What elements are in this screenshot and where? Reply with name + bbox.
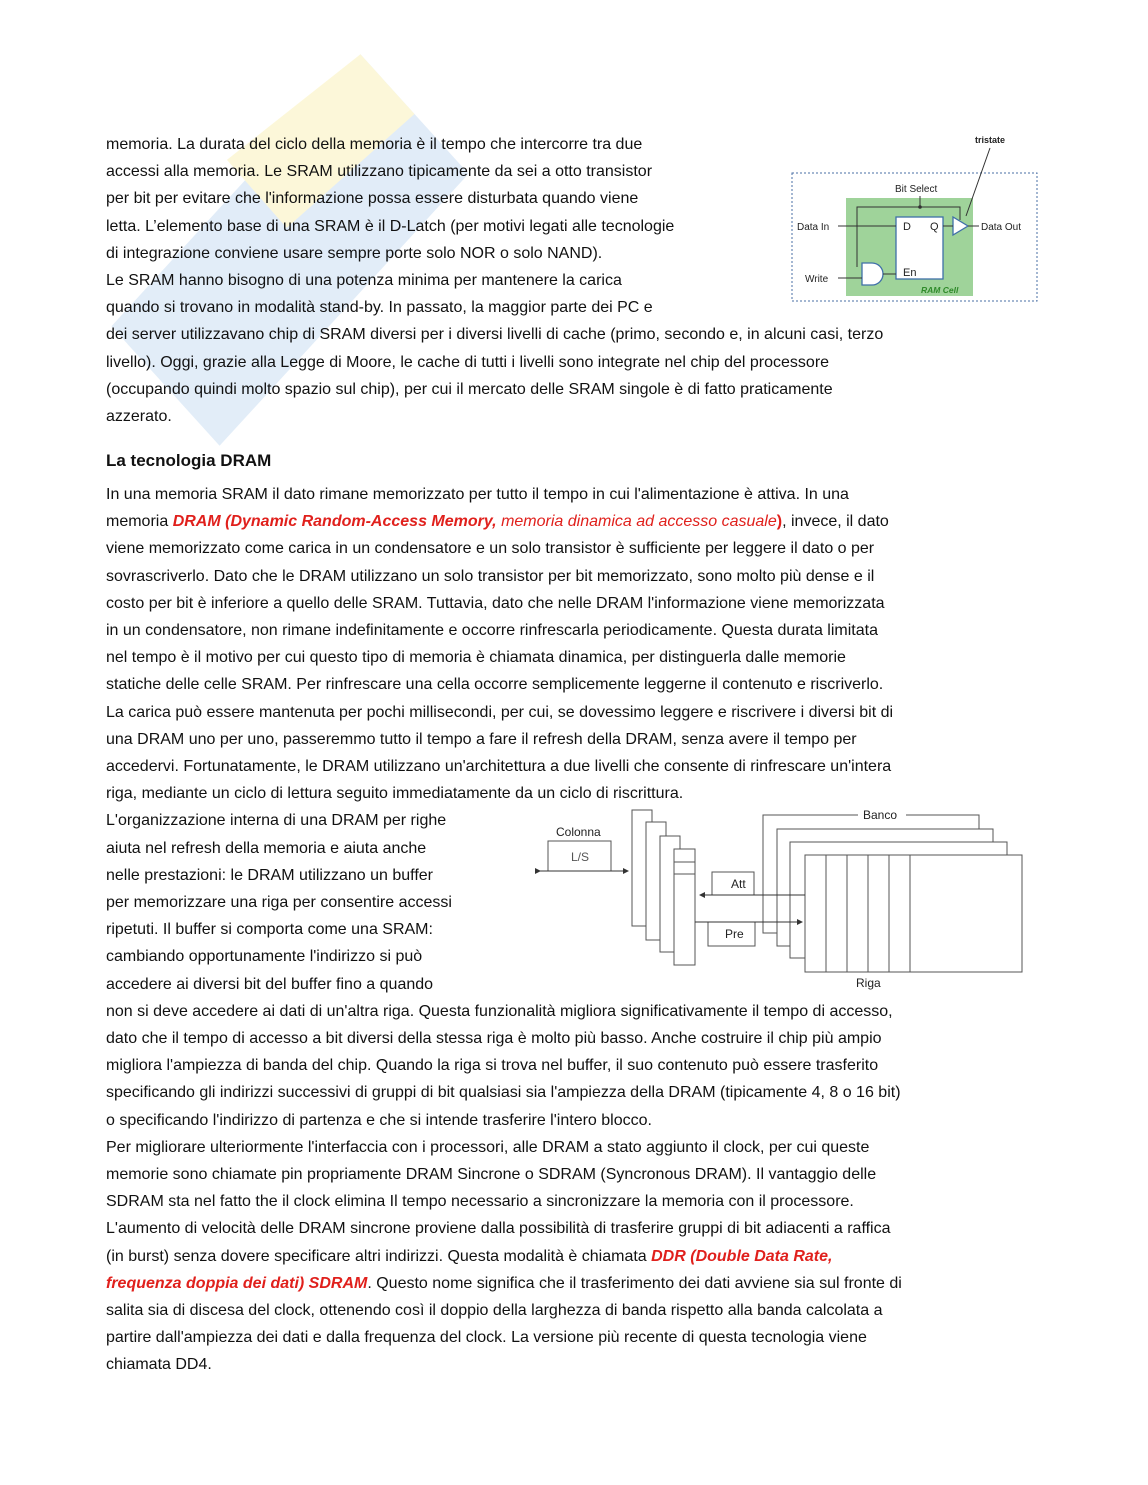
text-segment: costo per bit è inferiore a quello delle SRAM. Tuttavia, dato che nelle DRAM l'informazione viene memorizzata	[106, 594, 885, 612]
text-line	[106, 974, 433, 996]
text-segment: letta. L’elemento base di una SRAM è il D-Latch (per motivi legati alle tecnologie	[106, 217, 675, 235]
text-line	[106, 729, 857, 751]
highlighted-term: DDR (Double Data Rate,	[651, 1247, 833, 1265]
text-segment: (in burst) senza dovere specificare altri indirizzi. Questa modalità è chiamata	[106, 1247, 652, 1265]
text-segment: specificando gli indirizzi successivi di gruppi di bit qualsiasi sia l'ampiezza della DRAM (tipicamente 4, 8 o 16 bit)	[106, 1084, 901, 1102]
text-line	[106, 484, 849, 506]
and-gate-icon	[862, 263, 883, 285]
text-line	[106, 892, 452, 914]
tristate-label: tristate	[975, 135, 1006, 145]
colonna-label: Colonna	[556, 825, 601, 839]
text-segment: In una memoria SRAM il dato rimane memorizzato per tutto il tempo in cui l'alimentazione è attiva. In una	[106, 486, 849, 503]
text-line	[106, 406, 172, 428]
text-segment: per memorizzare una riga per consentire accessi	[106, 894, 452, 911]
text-segment: viene memorizzato come carica in un condensatore e un solo transistor è sufficiente per leggere il dato o per	[106, 540, 875, 558]
text-line	[106, 511, 889, 533]
text-segment: accedervi. Fortunatamente, le DRAM utilizzano un'architettura a due livelli che consente di rinfrescare un'intera	[106, 758, 892, 775]
text-segment: chiamata DD4.	[106, 1356, 212, 1374]
text-line	[106, 647, 846, 669]
text-segment: quando si trovano in modalità stand-by. In passato, la maggior parte dei PC e	[106, 299, 653, 317]
text-segment: accessi alla memoria. Le SRAM utilizzano tipicamente da sei a otto transistor	[106, 163, 653, 181]
text-segment: nel tempo è il motivo per cui questo tipo di memoria è chiamata dinamica, per distinguerla dalle memorie	[106, 649, 846, 667]
text-line	[106, 566, 874, 588]
text-segment: memoria. La durata del ciclo della memoria è il tempo che intercorre tra due	[106, 136, 643, 153]
text-line	[106, 379, 833, 401]
q-label: Q	[930, 221, 939, 233]
text-segment: salita sia di discesa del clock, ottenendo così il doppio della larghezza di banda rispetto alla banda calcolata a	[106, 1302, 883, 1319]
text-line	[106, 674, 883, 696]
dram-organization-diagram	[520, 800, 1060, 995]
text-line	[106, 1273, 902, 1295]
highlighted-term: memoria dinamica ad accesso casuale	[496, 513, 777, 531]
text-segment: La carica può essere mantenuta per pochi millisecondi, per cui, se dovessimo leggere e riscrivere i diversi bit di	[106, 703, 894, 721]
text-segment: Per migliorare ulteriormente l'interfaccia con i processori, alle DRAM a stato aggiunto il clock, per cui queste	[106, 1138, 870, 1156]
text-line	[106, 324, 883, 346]
text-line	[106, 1246, 832, 1268]
text-segment: dei server utilizzavano chip di SRAM diversi per i diversi livelli di cache (primo, secondo e, in alcuni casi, terzo	[106, 326, 884, 344]
text-segment: L'aumento di velocità delle DRAM sincrone proviene dalla possibilità di trasferire gruppi di bit adiacenti a raffica	[106, 1220, 891, 1238]
row-buffer	[674, 849, 695, 965]
text-line	[106, 1110, 652, 1132]
ram-cell-diagram	[780, 125, 1040, 305]
write-label: Write	[805, 274, 829, 285]
highlighted-term: DRAM (Dynamic Random-Access Memory,	[172, 513, 497, 531]
text-segment: non si deve accedere ai dati di un'altra riga. Questa funzionalità migliora significativamente il tempo di accesso,	[106, 1002, 893, 1020]
riga-label: Riga	[856, 976, 881, 990]
text-line	[106, 1028, 882, 1050]
text-line	[106, 1055, 878, 1077]
text-line	[106, 1137, 869, 1159]
text-line	[106, 946, 422, 968]
text-segment: aiuta nel refresh della memoria e aiuta anche	[106, 839, 427, 857]
text-segment: dato che il tempo di accesso a bit diversi della stessa riga è molto più basso. Anche costruire il chip più ampio	[106, 1030, 882, 1047]
text-line	[106, 620, 878, 642]
text-segment: sovrascriverlo. Dato che le DRAM utilizzano un solo transistor per bit memorizzato, sono molto più dense e il	[106, 567, 875, 585]
text-line	[106, 1327, 867, 1349]
text-segment: migliora l'ampiezza di banda del chip. Quando la riga si trova nel buffer, il suo contenuto può essere trasferito	[106, 1057, 879, 1075]
section-heading: La tecnologia DRAM	[106, 451, 272, 470]
text-segment: una DRAM uno per uno, passeremmo tutto il tempo a fare il refresh della DRAM, senza avere il tempo per	[106, 730, 857, 748]
text-line	[106, 270, 622, 292]
text-segment: accedere ai diversi bit del buffer fino a quando	[106, 975, 434, 993]
highlighted-term: frequenza doppia dei dati) SDRAM	[106, 1274, 368, 1292]
text-line	[106, 161, 652, 183]
text-line	[106, 702, 893, 724]
d-label: D	[903, 221, 911, 233]
text-segment: memoria	[106, 513, 173, 531]
text-line	[106, 1082, 901, 1104]
text-segment: ripetuti. Il buffer si comporta come una SRAM:	[106, 921, 433, 939]
text-line	[106, 1191, 854, 1213]
text-line	[106, 243, 602, 265]
text-line	[106, 756, 891, 778]
text-segment: azzerato.	[106, 408, 172, 425]
text-line	[106, 838, 426, 860]
text-segment: memorie sono chiamate pin propriamente DRAM Sincrone o SDRAM (Syncronous DRAM). Il vantaggio delle	[106, 1166, 877, 1183]
att-label: Att	[731, 877, 746, 891]
text-segment: in un condensatore, non rimane indefinitamente e occorre rinfrescarla periodicamente. Questa durata limitata	[106, 622, 878, 639]
text-segment: livello). Oggi, grazie alla Legge di Moore, le cache di tutti i livelli sono integrate nel chip del processore	[106, 353, 830, 371]
bank-plane	[805, 855, 1022, 972]
text-line	[106, 865, 433, 887]
pre-label: Pre	[725, 927, 744, 941]
text-segment: nelle prestazioni: le DRAM utilizzano un buffer	[106, 866, 433, 884]
text-line	[106, 216, 674, 238]
text-line	[106, 1218, 891, 1240]
text-segment: o specificando l'indirizzo di partenza e che si intende trasferire l'intero blocco.	[106, 1111, 652, 1129]
ls-label: L/S	[571, 850, 590, 864]
text-line	[106, 593, 885, 615]
text-line	[106, 1164, 876, 1186]
text-line	[106, 538, 874, 560]
text-line	[106, 919, 433, 941]
banco-label: Banco	[863, 808, 898, 822]
text-segment: . Questo nome significa che il trasferimento dei dati avviene sia sul fronte di	[367, 1274, 902, 1292]
text-line	[106, 1001, 893, 1023]
ram-cell-label: RAM Cell	[921, 285, 959, 295]
text-line	[106, 134, 642, 156]
text-segment: di integrazione conviene usare sempre porte solo NOR o solo NAND).	[106, 244, 603, 262]
text-segment: Le SRAM hanno bisogno di una potenza minima per mantenere la carica	[106, 272, 622, 289]
text-line	[106, 1354, 212, 1376]
text-segment: riga, mediante un ciclo di lettura seguito immediatamente da un ciclo di riscrittura.	[106, 785, 684, 803]
data-out-label: Data Out	[981, 222, 1022, 233]
text-segment: (occupando quindi molto spazio sul chip), per cui il mercato delle SRAM singole è di fatto praticamente	[106, 380, 833, 398]
text-line	[106, 1300, 883, 1322]
bit-select-label: Bit Select	[895, 184, 938, 195]
data-in-label: Data In	[797, 222, 830, 233]
text-line	[106, 810, 446, 832]
text-segment: L'organizzazione interna di una DRAM per righe	[106, 812, 447, 830]
text-line	[106, 188, 638, 210]
highlighted-term: )	[776, 513, 783, 531]
text-segment: , invece, il dato	[782, 513, 889, 531]
text-line	[106, 352, 829, 374]
text-segment: cambiando opportunamente l'indirizzo si può	[106, 948, 423, 966]
text-segment: per bit per evitare che l'informazione possa essere disturbata quando viene	[106, 190, 639, 208]
text-segment: statiche delle celle SRAM. Per rinfrescare una cella occorre semplicemente leggerne il contenuto e riscriverlo.	[106, 676, 884, 694]
text-segment: partire dall'ampiezza dei dati e dalla frequenza del clock. La versione più recente di questa tecnologia viene	[106, 1329, 867, 1347]
text-line	[106, 297, 653, 319]
en-label: En	[903, 267, 917, 279]
text-segment: SDRAM sta nel fatto the il clock elimina Il tempo necessario a sincronizzare la memoria con il processore.	[106, 1193, 854, 1211]
